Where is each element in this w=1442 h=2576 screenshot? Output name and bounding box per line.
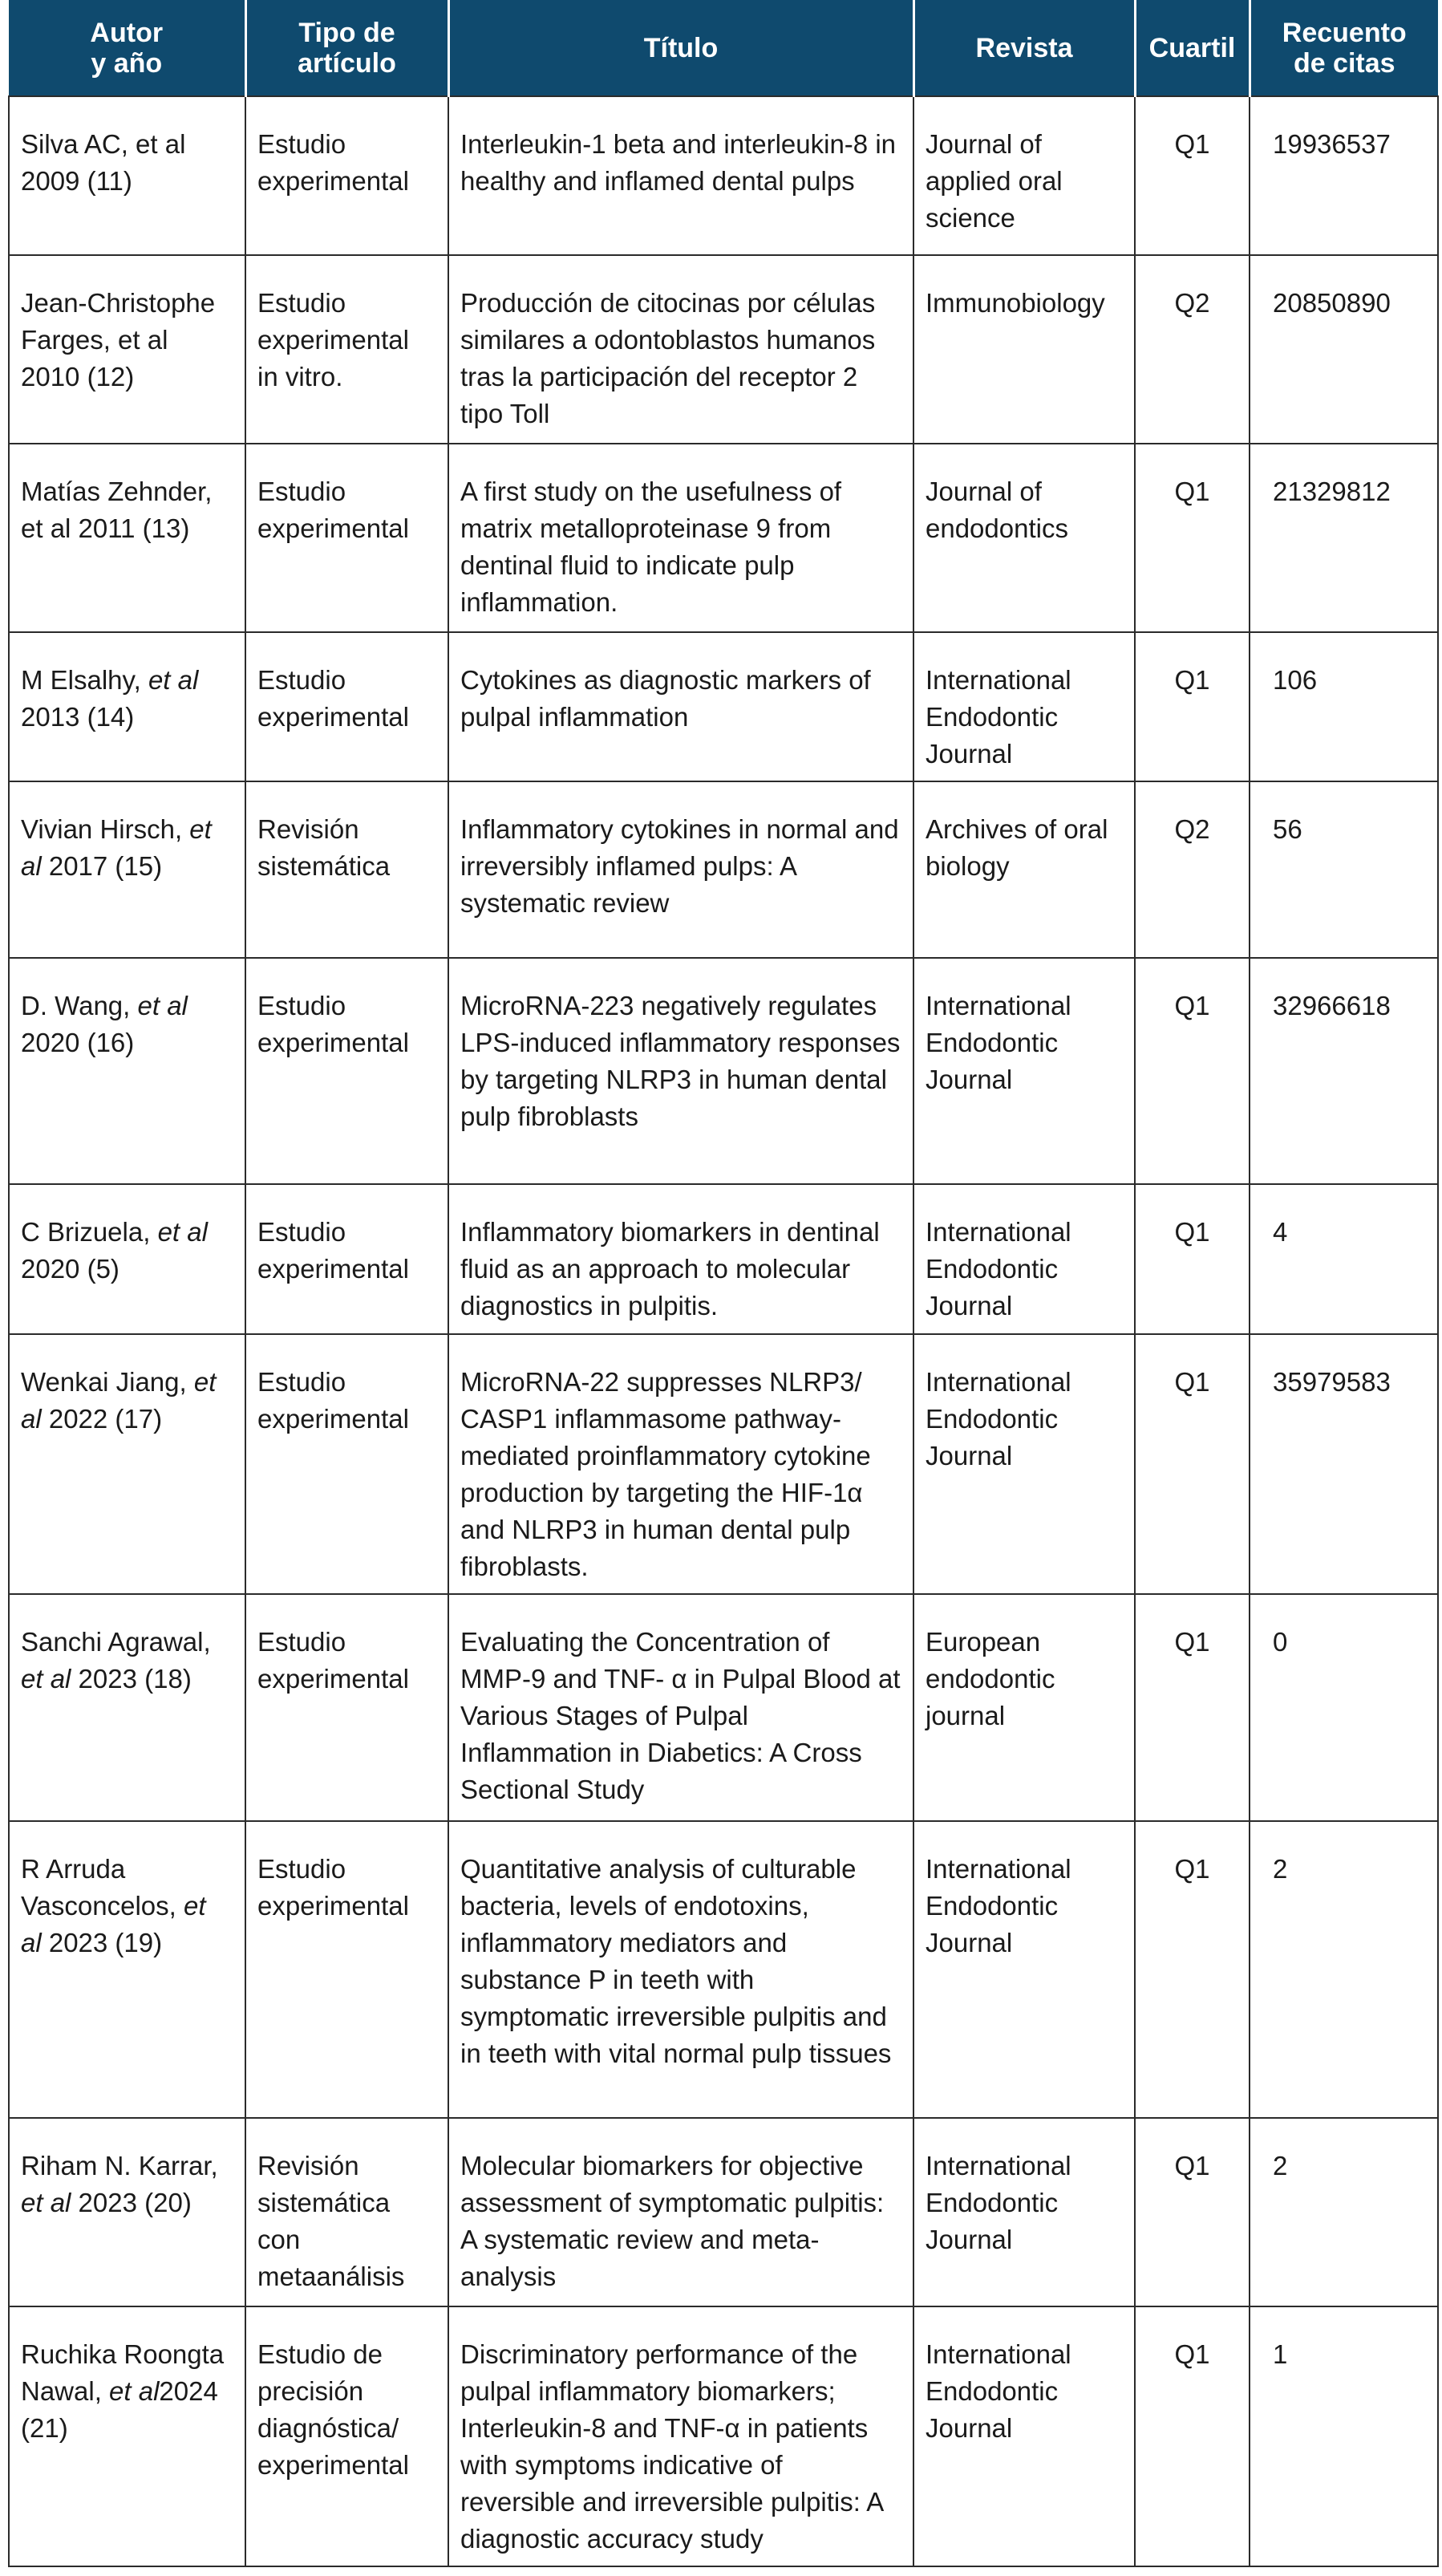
author-cell: Ruchika Roongta Nawal, et al2024 (21) [9, 2306, 245, 2566]
citations-cell: 0 [1250, 1594, 1438, 1821]
quartile-cell: Q1 [1135, 1594, 1250, 1821]
quartile-cell: Q2 [1135, 781, 1250, 958]
table-body [9, 96, 1438, 2566]
journal-cell: European endodontic journal [913, 1594, 1135, 1821]
citations-cell: 35979583 [1250, 1334, 1438, 1594]
title-cell: Inflammatory cytokines in normal and irreversibly inflamed pulps: A systematic review [448, 781, 913, 958]
type-cell: Estudio experimental [245, 96, 448, 255]
type-cell: Estudio experimental [245, 958, 448, 1184]
quartile-cell: Q1 [1135, 96, 1250, 255]
citations-cell: 2 [1250, 1821, 1438, 2118]
journal-cell: Journal of endodontics [913, 444, 1135, 632]
type-cell: Estudio experimental [245, 632, 448, 781]
citations-cell: 20850890 [1250, 255, 1438, 444]
journal-cell: International Endodontic Journal [913, 2118, 1135, 2306]
type-cell: Revisión sistemática [245, 781, 448, 958]
title-cell: Quantitative analysis of culturable bacteria, levels of endotoxins, inflammatory mediators and substance P in teeth with symptomatic irreversible pulpitis and in teeth with vital normal pulp tissues [448, 1821, 913, 2118]
title-cell: Inflammatory biomarkers in dentinal fluid as an approach to molecular diagnostics in pulpitis. [448, 1184, 913, 1334]
citations-cell: 21329812 [1250, 444, 1438, 632]
citations-cell: 19936537 [1250, 96, 1438, 255]
literature-table [8, 0, 1439, 2567]
table-row [9, 781, 1438, 958]
journal-cell: International Endodontic Journal [913, 632, 1135, 781]
table-row [9, 2306, 1438, 2566]
title-cell: MicroRNA-223 negatively regulates LPS-induced inflammatory responses by targeting NLRP3 in human dental pulp fibroblasts [448, 958, 913, 1184]
journal-cell: Archives of oral biology [913, 781, 1135, 958]
author-cell: Matías Zehnder, et al 2011 (13) [9, 444, 245, 632]
title-cell: Producción de citocinas por células similares a odontoblastos humanos tras la participación del receptor 2 tipo Toll [448, 255, 913, 444]
title-cell: MicroRNA-22 suppresses NLRP3/ CASP1 inflammasome pathway-mediated proinflammatory cytokine production by targeting the HIF-1α and NLRP3 in human dental pulp fibroblasts. [448, 1334, 913, 1594]
quartile-cell: Q1 [1135, 444, 1250, 632]
title-cell: Interleukin-1 beta and interleukin-8 in healthy and inflamed dental pulps [448, 96, 913, 255]
table-row [9, 444, 1438, 632]
title-cell: Discriminatory performance of the pulpal inflammatory biomarkers; Interleukin-8 and TNF-α in patients with symptoms indicative of reversible and irreversible pulpitis: A diagnostic accuracy study [448, 2306, 913, 2566]
author-cell: D. Wang, et al 2020 (16) [9, 958, 245, 1184]
author-cell: Jean-Christophe Farges, et al 2010 (12) [9, 255, 245, 444]
author-cell: Vivian Hirsch, et al 2017 (15) [9, 781, 245, 958]
title-cell: Molecular biomarkers for objective assessment of symptomatic pulpitis: A systematic review and meta-analysis [448, 2118, 913, 2306]
quartile-cell: Q1 [1135, 1184, 1250, 1334]
journal-cell: Journal of applied oral science [913, 96, 1135, 255]
citations-cell: 56 [1250, 781, 1438, 958]
author-cell: C Brizuela, et al 2020 (5) [9, 1184, 245, 1334]
header-title: Título [448, 0, 913, 96]
header-author: Autor y año [9, 0, 245, 96]
author-cell: Sanchi Agrawal, et al 2023 (18) [9, 1594, 245, 1821]
type-cell: Estudio experimental [245, 1334, 448, 1594]
author-cell: R Arruda Vasconcelos, et al 2023 (19) [9, 1821, 245, 2118]
type-cell: Estudio experimental in vitro. [245, 255, 448, 444]
table-row [9, 958, 1438, 1184]
quartile-cell: Q2 [1135, 255, 1250, 444]
table-row [9, 1594, 1438, 1821]
citations-cell: 32966618 [1250, 958, 1438, 1184]
author-cell: Wenkai Jiang, et al 2022 (17) [9, 1334, 245, 1594]
title-cell: Evaluating the Concentration of MMP-9 and TNF- α in Pulpal Blood at Various Stages of Pulpal Inflammation in Diabetics: A Cross Sectional Study [448, 1594, 913, 1821]
quartile-cell: Q1 [1135, 2306, 1250, 2566]
title-cell: A first study on the usefulness of matrix metalloproteinase 9 from dentinal fluid to indicate pulp inflammation. [448, 444, 913, 632]
literature-table-container [8, 0, 1437, 2567]
journal-cell: International Endodontic Journal [913, 1334, 1135, 1594]
table-header [9, 0, 1438, 96]
type-cell: Estudio experimental [245, 1594, 448, 1821]
table-row [9, 96, 1438, 255]
quartile-cell: Q1 [1135, 1334, 1250, 1594]
table-row [9, 1184, 1438, 1334]
citations-cell: 106 [1250, 632, 1438, 781]
journal-cell: International Endodontic Journal [913, 1184, 1135, 1334]
table-row [9, 1334, 1438, 1594]
citations-cell: 4 [1250, 1184, 1438, 1334]
header-journal: Revista [913, 0, 1135, 96]
header-row [9, 0, 1438, 96]
quartile-cell: Q1 [1135, 2118, 1250, 2306]
table-row [9, 2118, 1438, 2306]
quartile-cell: Q1 [1135, 632, 1250, 781]
table-row [9, 632, 1438, 781]
header-citations: Recuento de citas [1250, 0, 1438, 96]
journal-cell: Immunobiology [913, 255, 1135, 444]
type-cell: Estudio de precisión diagnóstica/ experimental [245, 2306, 448, 2566]
journal-cell: International Endodontic Journal [913, 1821, 1135, 2118]
citations-cell: 1 [1250, 2306, 1438, 2566]
author-cell: M Elsalhy, et al 2013 (14) [9, 632, 245, 781]
author-cell: Silva AC, et al 2009 (11) [9, 96, 245, 255]
journal-cell: International Endodontic Journal [913, 958, 1135, 1184]
citations-cell: 2 [1250, 2118, 1438, 2306]
header-type: Tipo de artículo [245, 0, 448, 96]
type-cell: Estudio experimental [245, 444, 448, 632]
type-cell: Revisión sistemática con metaanálisis [245, 2118, 448, 2306]
quartile-cell: Q1 [1135, 1821, 1250, 2118]
quartile-cell: Q1 [1135, 958, 1250, 1184]
title-cell: Cytokines as diagnostic markers of pulpal inflammation [448, 632, 913, 781]
table-row [9, 1821, 1438, 2118]
author-cell: Riham N. Karrar, et al 2023 (20) [9, 2118, 245, 2306]
type-cell: Estudio experimental [245, 1184, 448, 1334]
type-cell: Estudio experimental [245, 1821, 448, 2118]
table-row [9, 255, 1438, 444]
header-quartile: Cuartil [1135, 0, 1250, 96]
journal-cell: International Endodontic Journal [913, 2306, 1135, 2566]
